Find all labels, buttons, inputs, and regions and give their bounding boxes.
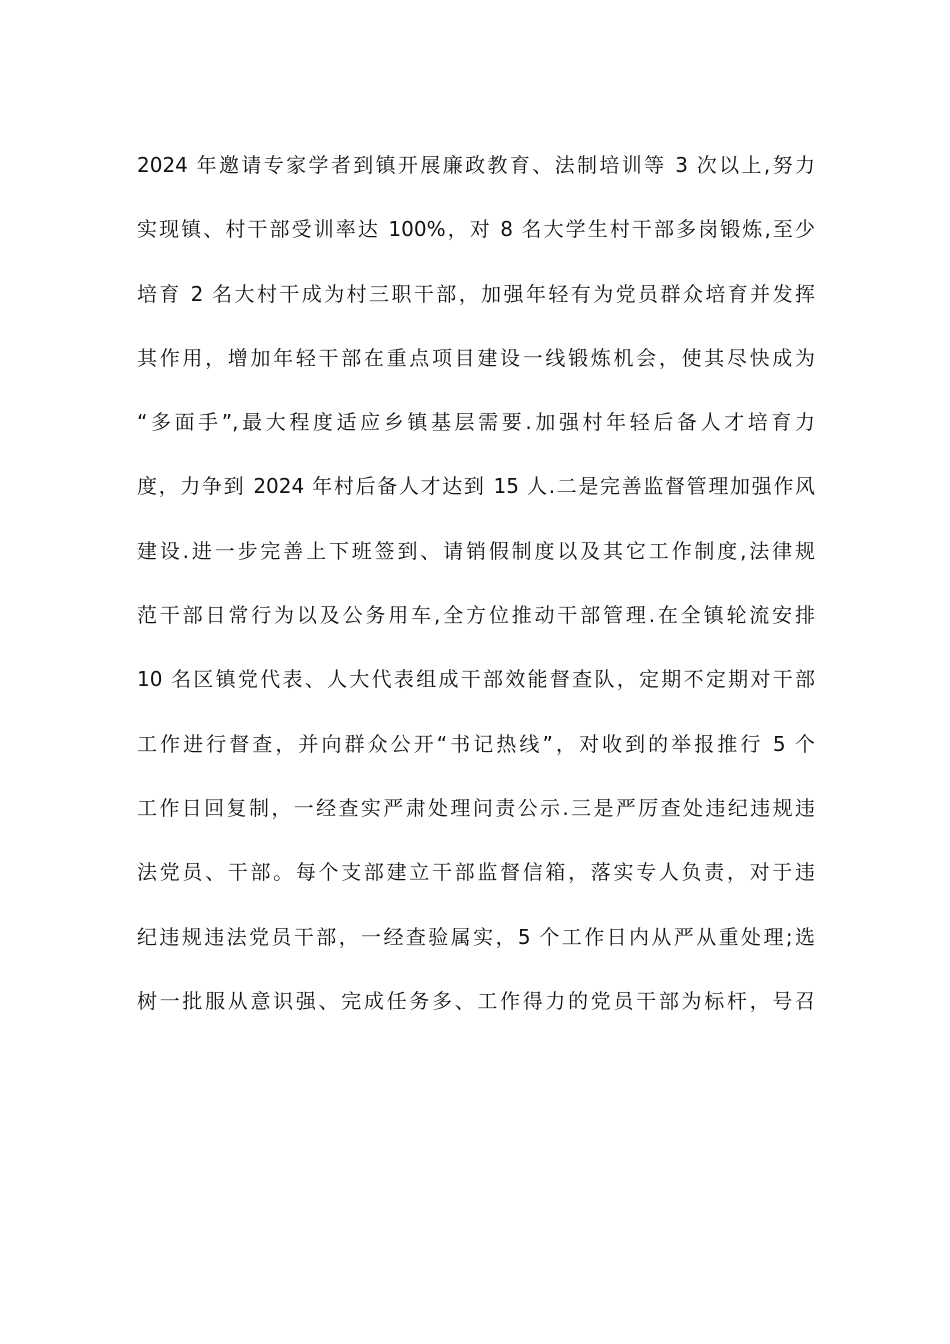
text-line-14: 树一批服从意识强、完成任务多、工作得力的党员干部为标杆，号召 — [137, 988, 815, 1013]
body-text — [137, 142, 815, 1042]
text-line-9: 10 名区镇党代表、人大代表组成干部效能督查队，定期不定期对干部 — [137, 667, 815, 692]
text-line-1: 2024 年邀请专家学者到镇开展廉政教育、法制培训等 3 次以上,努力 — [137, 153, 815, 177]
text-line-5: “多面手”,最大程度适应乡镇基层需要.加强村年轻后备人才培育力 — [137, 410, 815, 435]
text-line-2: 实现镇、村干部受训率达 100%，对 8 名大学生村干部多岗锻炼,至少 — [137, 217, 815, 242]
text-line-13: 纪违规违法党员干部，一经查验属实，5 个工作日内从严从重处理;选 — [137, 924, 815, 949]
text-line-4: 其作用，增加年轻干部在重点项目建设一线锻炼机会，使其尽快成为 — [137, 345, 815, 370]
text-line-6: 度，力争到 2024 年村后备人才达到 15 人.二是完善监督管理加强作风 — [137, 474, 815, 499]
text-line-8: 范干部日常行为以及公务用车,全方位推动干部管理.在全镇轮流安排 — [137, 603, 815, 628]
text-line-3: 培育 2 名大村干成为村三职干部，加强年轻有为党员群众培育并发挥 — [137, 281, 815, 306]
text-line-12: 法党员、干部。每个支部建立干部监督信箱，落实专人负责，对于违 — [137, 860, 815, 885]
text-line-11: 工作日回复制，一经查实严肃处理问责公示.三是严厉查处违纪违规违 — [137, 795, 815, 820]
text-line-7: 建设.进一步完善上下班签到、请销假制度以及其它工作制度,法律规 — [137, 538, 815, 563]
text-line-10: 工作进行督查，并向群众公开“书记热线”，对收到的举报推行 5 个 — [137, 731, 815, 756]
